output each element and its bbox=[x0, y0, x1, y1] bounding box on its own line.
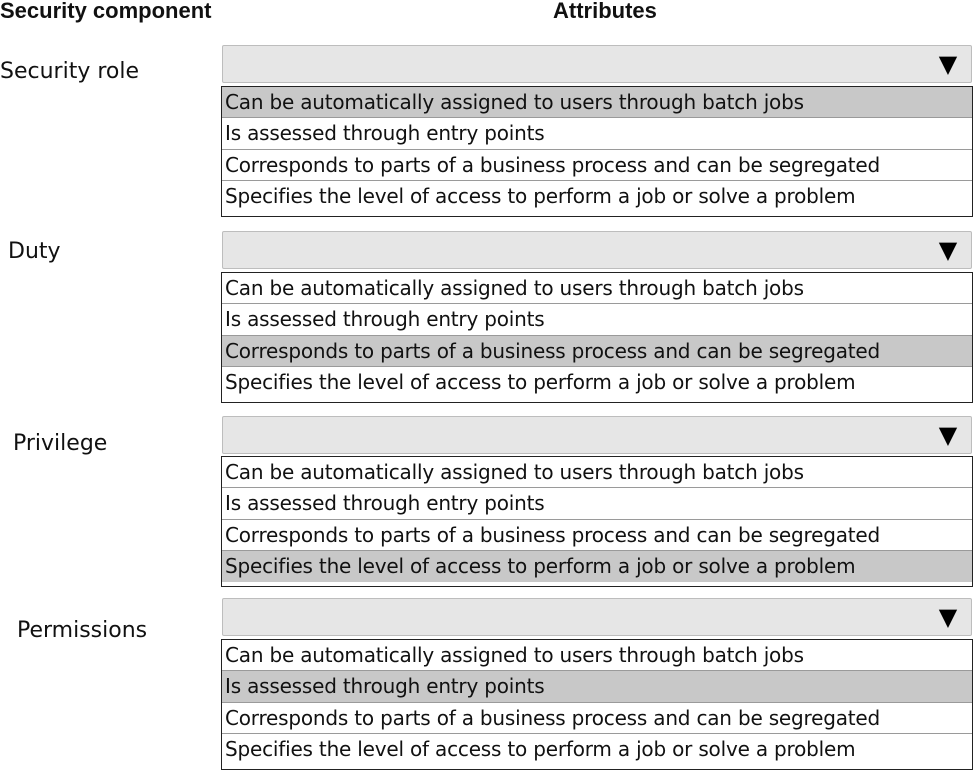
component-label: Privilege bbox=[13, 431, 108, 456]
attribute-dropdown[interactable] bbox=[222, 416, 972, 454]
option-item[interactable]: Corresponds to parts of a business process and can be segregated bbox=[222, 703, 972, 734]
option-item-selected[interactable]: Is assessed through entry points bbox=[222, 671, 972, 702]
component-label: Permissions bbox=[17, 618, 148, 643]
component-label: Duty bbox=[8, 239, 61, 264]
attribute-dropdown[interactable] bbox=[222, 45, 972, 83]
option-item-selected[interactable]: Specifies the level of access to perform a job or solve a problem bbox=[222, 551, 972, 582]
option-item[interactable]: Can be automatically assigned to users through batch jobs bbox=[222, 457, 972, 488]
triangle-down-icon[interactable]: ▼ bbox=[938, 236, 958, 264]
component-label: Security role bbox=[0, 59, 140, 84]
option-item[interactable]: Is assessed through entry points bbox=[222, 304, 972, 335]
option-item[interactable]: Specifies the level of access to perform a job or solve a problem bbox=[225, 183, 856, 208]
option-item-selected[interactable]: Corresponds to parts of a business process and can be segregated bbox=[222, 336, 972, 367]
column-header-security-component: Security component bbox=[0, 0, 212, 23]
triangle-down-icon[interactable]: ▼ bbox=[938, 50, 958, 78]
option-item[interactable]: Can be automatically assigned to users through batch jobs bbox=[222, 273, 972, 304]
option-item[interactable]: Is assessed through entry points bbox=[222, 118, 972, 149]
triangle-down-icon[interactable]: ▼ bbox=[938, 603, 958, 631]
triangle-down-icon[interactable]: ▼ bbox=[938, 421, 958, 449]
options-list bbox=[221, 639, 973, 770]
options-list bbox=[221, 86, 973, 217]
option-item[interactable]: Is assessed through entry points bbox=[222, 488, 972, 519]
attribute-dropdown[interactable] bbox=[222, 231, 972, 269]
option-item[interactable]: Corresponds to parts of a business process and can be segregated bbox=[222, 520, 972, 551]
options-list bbox=[221, 272, 973, 403]
column-header-attributes: Attributes bbox=[553, 0, 657, 23]
option-item[interactable]: Specifies the level of access to perform a job or solve a problem bbox=[225, 736, 856, 761]
attribute-dropdown[interactable] bbox=[222, 598, 972, 636]
option-item[interactable]: Specifies the level of access to perform a job or solve a problem bbox=[225, 369, 856, 394]
option-item[interactable]: Corresponds to parts of a business process and can be segregated bbox=[222, 150, 972, 181]
option-item-selected[interactable]: Can be automatically assigned to users through batch jobs bbox=[222, 87, 972, 118]
option-item[interactable]: Can be automatically assigned to users through batch jobs bbox=[222, 640, 972, 671]
options-list bbox=[221, 456, 973, 587]
